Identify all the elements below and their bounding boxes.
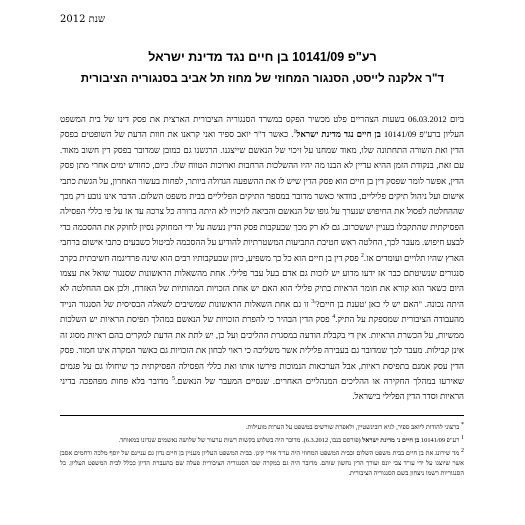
year-header: שנת 2012 bbox=[60, 14, 106, 25]
article-body bbox=[60, 112, 464, 405]
body-text-p3: פסק דין בן חיים הוא כל כך משפיע, כיוון שבעקבותיו רבים הוא שינה פרדיגמה חשיבתית בקרב סנגורים שנשיטתם כבר אז ידעו מדוע יש לזכות גם אדם בעל עבר פלילי. אחת מהשאלות הראשונות שסנגור שואל את עצמו היום כשאר הוא קורא את חומר הראיות בתיק פלילי הוא האם יש אחת הזכויות המהותיות של האזרח, ולכן אם ההחלטה לא היתה נכונה. bbox=[60, 252, 464, 309]
footnote-text: (פורסם בנבו, 6.3.2012). מדובר היה בשלוש בקשות רשות ערעור של שלושה נאשמים שנדונו במאוחד. bbox=[118, 437, 363, 444]
case-name-bold: בן חיים נגד מדינת ישראל bbox=[296, 129, 381, 140]
body-text-quote: "האם יש לי כאן 'טענת בן חיים?' bbox=[314, 298, 423, 309]
footnote-divider bbox=[60, 415, 464, 416]
footnote-text: מד שירונג את בן חיים בבית משפט השלום ובבית המשפט המחוזי היה עו"ד אורי קינן. בבית המשפט העליון מעניין בן חיים נדון גם עניינם של יוסף מלכה ורחמים אסבן אשר שיוצגו על ידי עו"ד צבי יונס ועורך הדין נחשון שוהם. מדובר היה גם במקרה שבו הסנגוריה הציבורית פעלה שם בהעברת הדיון ככלל לבית המשפט העליון. כל הסנגוריות רשמו ניצחון בשם הסנגוריה הציבורית. bbox=[60, 450, 464, 477]
footnote-ref-2[interactable]: 2 bbox=[360, 252, 364, 259]
body-text-p1: ביום 06.03.2012 בשעות הצהריים פלט מכשיר הפקס במשרד הסנגוריה הציבורית הארצית את פסק דינו של בית המשפט העליון ברע"פ 10141/09 bbox=[60, 114, 465, 140]
footnote-ref-4[interactable]: 4 bbox=[332, 314, 336, 321]
footnote-1 bbox=[60, 436, 464, 446]
body-text-p6: מדובר בלא פחות מפהפכה בדיני הראיות וסדר הדין הפלילי בישראל. bbox=[60, 375, 464, 402]
footnotes-section bbox=[60, 423, 464, 482]
article-subtitle: ד"ר אלקנה לייסט, הסנגור המחוזי של מחוז תל אביב בסנגוריה הציבורית bbox=[80, 73, 445, 85]
footnote-marker: 1 bbox=[461, 434, 464, 441]
body-text-p5: פסק הדין הבהיר כי להפרת הזכויות של הנאשם במהלך תפיסת הראיות יש השלכות ממשיות, על הכשרת הראיות. אין די בקבלת הודעה במסגרת ההליכים ועל כן, יש לתת את הדעת למקרים בהם ראיות מסוג זה אינן קבילות. מעבר לכך שמדובר גם בעבירה פלילית אשר משליכה כי ראוי לבחון את הזכויות גם כאשר המקרה אינו חמור. פסק הדין עסק אמנם בתפיסת ראיות, אבל הערכאות הנמוכות פירשו אותו ואת כללי הפסילה הפסיקתית כך שיחולו גם על פגמים שאירעו במהלך החקירה או ההליכים המנהליים האחרים. bbox=[60, 314, 465, 386]
footnote-2 bbox=[60, 449, 464, 479]
footnote-ref-5[interactable]: 5 bbox=[171, 376, 175, 383]
footnote-ref-1[interactable]: 1 bbox=[293, 129, 297, 136]
footnote-ref-3[interactable]: 3 bbox=[311, 299, 315, 306]
footnote-text: רע"פ 10141/09 bbox=[419, 437, 460, 444]
footnote-text: ברצוני להודות ליואב ספיר, לגיא רובינשטיין, ולאפרת שורשים במשפט על הערות מועילות. bbox=[245, 424, 460, 431]
article-title: רע"פ 10141/09 בן חיים נגד מדינת ישראל bbox=[148, 50, 377, 64]
body-text-p4: זו גם אחת השאלות הראשונות שמשיבים לשאלה הבסיסית של הסנגור הנייד מהעבודה הציבורית שמספקת על התיק. bbox=[60, 298, 464, 325]
footnote-marker: 2 bbox=[461, 447, 464, 454]
body-text-p2: . כאשר ד"ר יואב ספיר ואני קראנו את חוות הדעת של השופטים בפסק הדין ואת השורה התחתונה שלו, מאוד שמחנו על זיכוי של הנאשם שייצגנו. הרגשנו גם כמובן שמדובר בפסק דין חשוב מאוד. עם זאת, בנקודת הזמן ההיא עדיין לא הבנו מה יהיו ההשלכות הרחבות וארוכות הטווח שלו. כיום, כחודש ימים אחרי מתן פסק הדין, אפשר לומר שפסק דין בן חיים הוא פסק הדין שיש לו את ההשפעה הגדולה ביותר, לפחות בעשור האחרון, על הגשת כתבי אישום ועל ניהול תיקים פליליים, בוודאי כאשר מדובר במספר התיקים הפליליים בבית משפט השלום. הדבר אינו נובע רק מכך שההחלטה לפסול את החיפוש שנערך על גופו של הנאשם והביאה לזיכויו לא היתה ברורה כל צרכה עד אז על פי כללי הפסילה הפסיקתית שהתקבלו בעניין יששכרוב. גם לא רק מכך שבעקבות פסק הדין נעשה על ידי המחוקק נסיון לחוקק את ההסכמה כדי לבצע חיפוש. מעבר לכך, החלטה ראש חטיבת התביעות המשטרתיות להודיע על ההסכמה לביטול כשבעים כתבי אישום ברחבי הארץ שהיו תלויים ועומדים אז. bbox=[60, 129, 465, 263]
footnote-case-name: בן חיים נ' מדינת ישראל bbox=[362, 437, 420, 444]
footnote-marker: * bbox=[461, 421, 464, 428]
body-text-p5-end: שנסיים המעבר של הנאשם. bbox=[174, 375, 270, 386]
footnote-star bbox=[60, 423, 464, 433]
